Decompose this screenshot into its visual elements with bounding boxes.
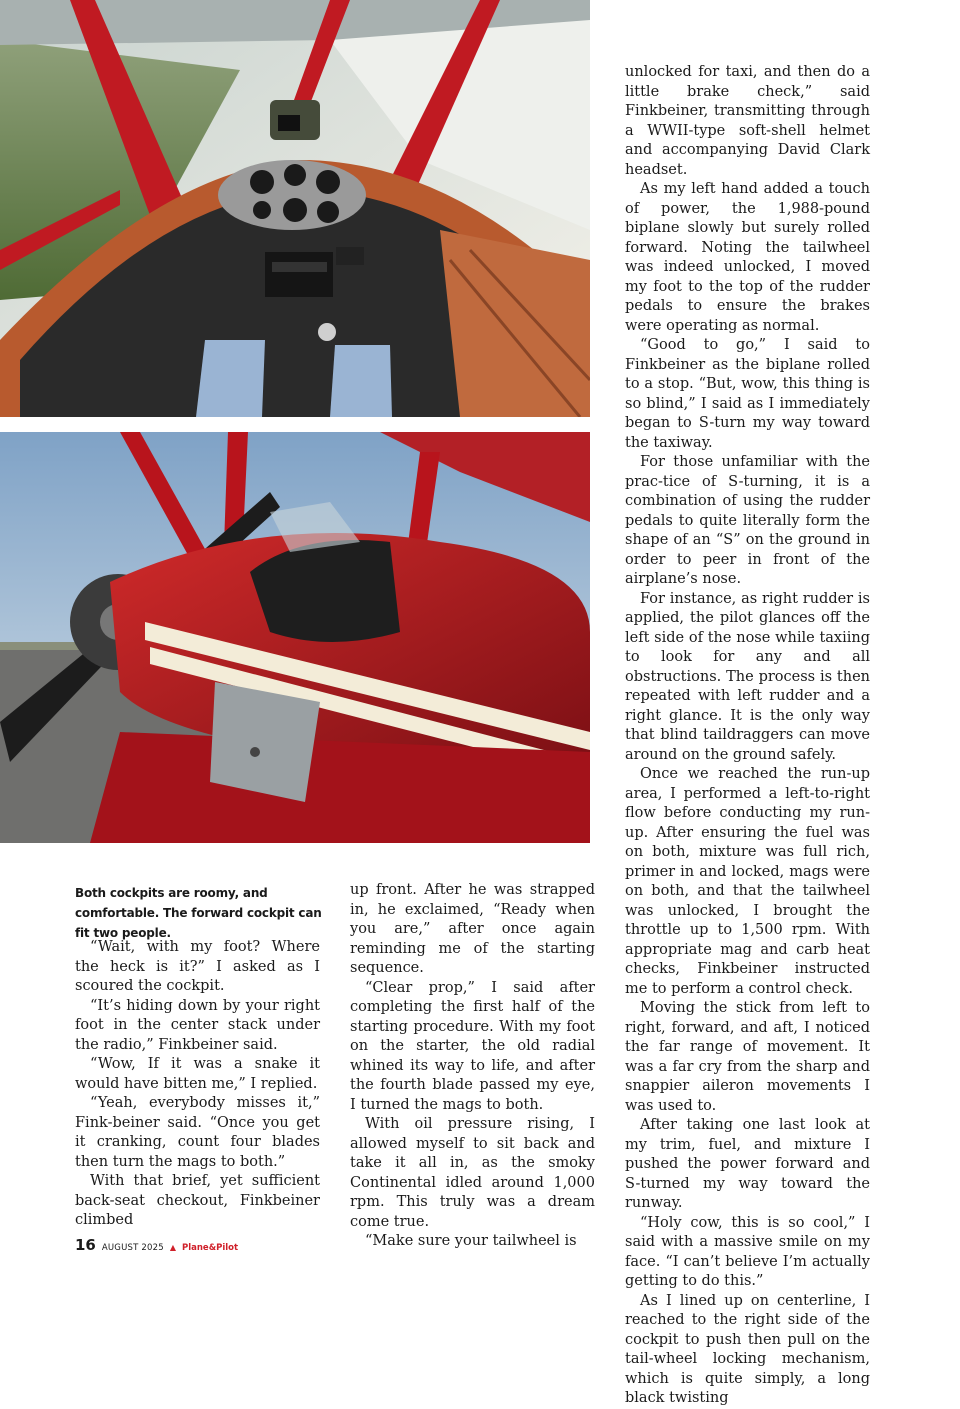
biplane-illustration	[0, 432, 590, 843]
paragraph: “Holy cow, this is so cool,” I said with a massive smile on my face. “I can’t believe I’m actually getting to do this.”	[625, 1214, 870, 1289]
magazine-name: Plane&Pilot	[182, 1243, 239, 1253]
paragraph: “Wow, If it was a snake it would have bitten me,” I replied.	[75, 1056, 320, 1092]
article-column-left	[75, 938, 320, 1231]
paragraph: up front. After he was strapped in, he exclaimed, “Ready when you are,” after once again reminding me of the starting sequence.	[350, 882, 595, 976]
biplane-photo	[0, 432, 590, 843]
cockpit-photo	[0, 0, 590, 417]
paragraph: With oil pressure rising, I allowed myself to sit back and take it all in, as the smoky Continental idled around 1,000 rpm. This truly was a dream come true.	[350, 1116, 595, 1230]
page-number: 16	[75, 1236, 96, 1254]
paragraph: With that brief, yet sufficient back-seat checkout, Finkbeiner climbed	[75, 1173, 320, 1228]
cockpit-illustration	[0, 0, 590, 417]
triangle-icon: ▲	[169, 1243, 176, 1252]
page-footer	[75, 1236, 238, 1256]
paragraph: For those unfamiliar with the prac-tice of S-turning, it is a combination of using the rudder pedals to quite literally form the shape of an “S” on the ground in order to peer in front of the airplane’s nose.	[625, 454, 870, 587]
paragraph: “It’s hiding down by your right foot in the center stack under the radio,” Finkbeiner said.	[75, 997, 320, 1053]
paragraph: “Wait, with my foot? Where the heck is it?” I asked as I scoured the cockpit.	[75, 939, 320, 994]
paragraph: Moving the stick from left to right, forward, and aft, I noticed the far range of movement. It was a far cry from the sharp and snappier aileron movements I was used to.	[625, 1000, 870, 1114]
paragraph: “Clear prop,” I said after completing the first half of the starting procedure. With my foot on the starter, the old radial whined its way to life, and after the fourth blade passed my eye, I turned the mags to both.	[350, 979, 595, 1113]
paragraph: Once we reached the run-up area, I performed a left-to-right flow before conducting my run-up. After ensuring the fuel was on both, mixture was full rich, primer in and locked, mags were on both, and that the tailwheel was unlocked, I brought the throttle up to 1,500 rpm. With appropriate mag and carb heat checks, Finkbeiner instructed me to perform a control check.	[625, 766, 870, 997]
paragraph: For instance, as right rudder is applied, the pilot glances off the left side of the nose while taxiing to look for any and all obstructions. The process is then repeated with left rudder and a right glance. It is the only way that blind taildraggers can move around on the ground safely.	[625, 590, 870, 763]
article-column-right	[625, 63, 870, 1409]
paragraph: unlocked for taxi, and then do a little brake check,” said Finkbeiner, transmitting through a WWII-type soft-shell helmet and accompanying David Clark headset.	[625, 64, 870, 178]
paragraph: “Yeah, everybody misses it,” Fink-beiner said. “Once you get it cranking, count four blades then turn the mags to both.”	[75, 1095, 320, 1170]
article-column-middle	[350, 881, 595, 1252]
paragraph: As my left hand added a touch of power, the 1,988-pound biplane slowly but surely rolled forward. Noting the tailwheel was indeed unlocked, I moved my foot to the top of the rudder pedals to ensure the brakes were operating as normal.	[625, 181, 870, 334]
paragraph: After taking one last look at my trim, fuel, and mixture I pushed the power forward and S-turned my way toward the runway.	[625, 1117, 870, 1211]
paragraph: As I lined up on centerline, I reached to the right side of the cockpit to push then pull on the tail-wheel locking mechanism, which is quite simply, a long black twisting	[625, 1292, 870, 1406]
issue-date: AUGUST 2025	[101, 1243, 164, 1253]
paragraph: “Make sure your tailwheel is	[365, 1233, 577, 1249]
paragraph: “Good to go,” I said to Finkbeiner as the biplane rolled to a stop. “But, wow, this thing is so blind,” I said as I immediately began to S-turn my way toward the taxiway.	[625, 337, 870, 451]
photo-caption: Both cockpits are roomy, and comfortable. The forward cockpit can fit two people.	[75, 886, 322, 940]
